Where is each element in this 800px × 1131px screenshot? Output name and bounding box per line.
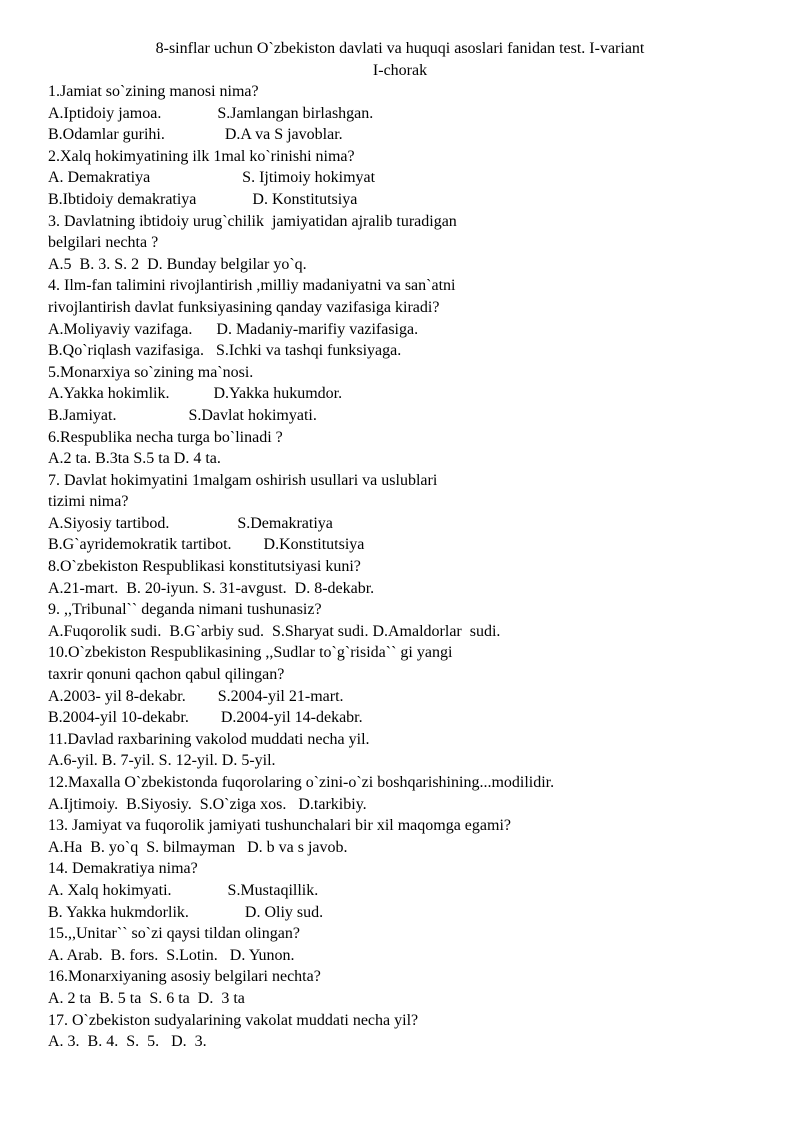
text-line: B. Yakka hukmdorlik. D. Oliy sud. <box>48 903 324 921</box>
text-line: B.Qo`riqlash vazifasiga. S.Ichki va tashqi funksiyaga. <box>48 342 402 360</box>
text-line: A.Iptidoiy jamoa. S.Jamlangan birlashgan. <box>48 104 374 122</box>
text-line: A.5 B. 3. S. 2 D. Bunday belgilar yo`q. <box>48 255 307 273</box>
text-line: A.Siyosiy tartibod. S.Demakratiya <box>48 514 333 532</box>
text-line: A.Fuqorolik sudi. B.G`arbiy sud. S.Sharyat sudi. D.Amaldorlar sudi. <box>48 622 501 640</box>
text-line: 16.Monarxiyaning asosiy belgilari nechta? <box>48 968 321 986</box>
text-line: B.Jamiyat. S.Davlat hokimyati. <box>48 406 317 424</box>
title-line-1: 8-sinflar uchun O`zbekiston davlati va huquqi asoslari fanidan test. I-variant <box>155 40 645 57</box>
text-line: 10.O`zbekiston Respublikasining ,,Sudlar to`g`risida`` gi yangi <box>48 644 453 662</box>
text-line: A.21-mart. B. 20-iyun. S. 31-avgust. D. 8-dekabr. <box>48 579 375 597</box>
text-line: 17. O`zbekiston sudyalarining vakolat muddati necha yil? <box>48 1011 419 1029</box>
document-title <box>0 38 800 81</box>
text-line: 14. Demakratiya nima? <box>48 860 198 878</box>
text-line: A. 2 ta B. 5 ta S. 6 ta D. 3 ta <box>48 989 245 1007</box>
text-line: tizimi nima? <box>48 493 129 511</box>
text-line: taxrir qonuni qachon qabul qilingan? <box>48 666 285 684</box>
text-line: 1.Jamiat so`zining manosi nima? <box>48 83 259 100</box>
text-line: B.2004-yil 10-dekabr. D.2004-yil 14-dekabr. <box>48 709 363 727</box>
text-line: 11.Davlad raxbarining vakolod muddati necha yil. <box>48 730 370 748</box>
text-line: 5.Monarxiya so`zining ma`nosi. <box>48 363 254 381</box>
text-line: 13. Jamiyat va fuqorolik jamiyati tushunchalari bir xil maqomga egami? <box>48 817 511 835</box>
text-line: B.G`ayridemokratik tartibot. D.Konstitutsiya <box>48 536 365 554</box>
text-line: A.2003- yil 8-dekabr. S.2004-yil 21-mart. <box>48 687 344 705</box>
text-line: A.Ha B. yo`q S. bilmayman D. b va s javob. <box>48 838 348 856</box>
text-line: 8.O`zbekiston Respublikasi konstitutsiyasi kuni? <box>48 558 361 576</box>
text-line: A.6-yil. B. 7-yil. S. 12-yil. D. 5-yil. <box>48 752 276 770</box>
text-line: A. Demakratiya S. Ijtimoiy hokimyat <box>48 169 376 187</box>
text-line: A. Xalq hokimyati. S.Mustaqillik. <box>48 881 319 899</box>
text-line: A. Arab. B. fors. S.Lotin. D. Yunon. <box>48 946 295 964</box>
text-line: A.Yakka hokimlik. D.Yakka hukumdor. <box>48 385 343 403</box>
text-line: belgilari nechta ? <box>48 234 159 252</box>
text-line: 3. Davlatning ibtidoiy urug`chilik jamiyatidan ajralib turadigan <box>48 212 457 230</box>
text-line: 7. Davlat hokimyatini 1malgam oshirish usullari va uslublari <box>48 471 438 489</box>
text-line: B.Odamlar gurihi. D.A va S javoblar. <box>48 126 343 144</box>
document-body <box>48 81 788 1053</box>
title-line-2: I-chorak <box>372 61 428 79</box>
text-line: 9. ,,Tribunal`` deganda nimani tushunasiz? <box>48 601 322 619</box>
text-line: A.Moliyaviy vazifaga. D. Madaniy-marifiy vazifasiga. <box>48 320 419 338</box>
text-line: B.Ibtidoiy demakratiya D. Konstitutsiya <box>48 190 358 208</box>
text-line: 6.Respublika necha turga bo`linadi ? <box>48 428 283 446</box>
text-line: 12.Maxalla O`zbekistonda fuqorolaring o`zini-o`zi boshqarishining...modilidir. <box>48 774 555 791</box>
text-line: A. 3. B. 4. S. 5. D. 3. <box>48 1033 207 1051</box>
text-line: 4. Ilm-fan talimini rivojlantirish ,milliy madaniyatni va san`atni <box>48 277 456 295</box>
text-line: A.2 ta. B.3ta S.5 ta D. 4 ta. <box>48 450 221 468</box>
text-line: 15.,,Unitar`` so`zi qaysi tildan olingan? <box>48 925 300 943</box>
text-line: rivojlantirish davlat funksiyasining qanday vazifasiga kiradi? <box>48 298 440 316</box>
text-line: A.Ijtimoiy. B.Siyosiy. S.O`ziga xos. D.tarkibiy. <box>48 795 367 813</box>
text-line: 2.Xalq hokimyatining ilk 1mal ko`rinishi nima? <box>48 147 355 165</box>
